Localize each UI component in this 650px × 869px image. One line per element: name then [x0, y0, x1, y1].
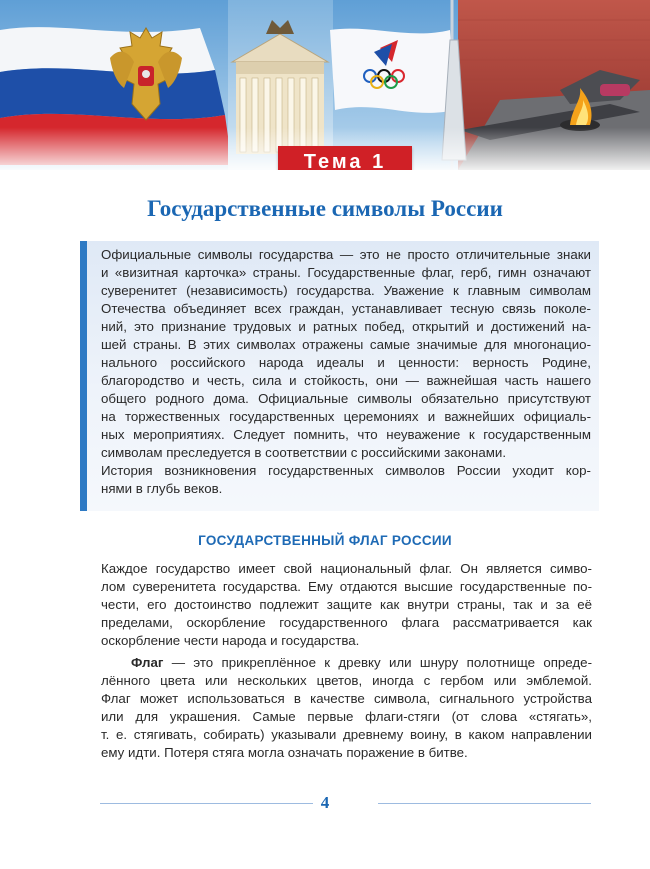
paragraph-line: чести, его достоинство подлежит защите как внутри страны, так и за её — [101, 597, 592, 612]
paragraph-line: лённого цвета или нескольких цветов, иногда с гербом или эмблемой. — [101, 673, 592, 688]
intro-line: и «визитная карточка» страны. Государственные флаг, герб, гимн означают — [101, 265, 591, 280]
header-banner — [0, 0, 650, 170]
page-number: 4 — [320, 793, 330, 812]
term-flag: Флаг — [131, 655, 164, 670]
intro-line: История возникновения государственных символов России уходит кор- — [101, 463, 591, 478]
intro-line: ных мероприятиях. Следует помнить, что неуважение к государственным — [101, 427, 591, 442]
paragraph-line: пределами, оскорбление государственного флага рассматривается как — [101, 615, 592, 630]
paragraph-line: Каждое государство имеет свой национальный флаг. Он является симво- — [101, 561, 592, 576]
intro-line: на торжественных государственных церемониях и важнейших официаль- — [101, 409, 591, 424]
intro-line: Официальные символы государства — это не просто отличительные знаки — [101, 247, 591, 262]
paragraph-line: т. е. стягивать, собирать) указывали древнему воину, в каком направлении — [101, 727, 592, 742]
paragraph-line: лом суверенитета государства. Ему отдаются высшие государственные по- — [101, 579, 592, 594]
intro-line: суверенитет (независимость) государства. Уважение к главным символам — [101, 283, 591, 298]
intro-line: ний, это признание трудовых и ратных побед, открытий и достижений на- — [101, 319, 591, 334]
section-heading: ГОСУДАРСТВЕННЫЙ ФЛАГ РОССИИ — [198, 533, 452, 548]
paragraph-line: оскорбление чести народа и государства. — [101, 633, 360, 648]
intro-line: символам преследуется в соответствии с российскими законами. — [101, 445, 507, 460]
banner-collage-image — [0, 0, 650, 170]
intro-line: нального российского народа идеалы и ценности: верность Родине, — [101, 355, 591, 370]
paragraph-line: Флаг может использоваться в качестве символа, сигнального устройства — [101, 691, 592, 706]
topic-badge — [278, 146, 412, 170]
intro-line: общего родного дома. Официальные символы обязательно присутствуют — [101, 391, 591, 406]
intro-box — [80, 241, 599, 511]
intro-line: Отечества объединяет всех граждан, устанавливает тесную связь поколе- — [101, 301, 591, 316]
intro-line: нями в глубь веков. — [101, 481, 223, 496]
topic-badge-label: Тема 1 — [303, 150, 387, 170]
paragraph-line: ему идти. Потеря стяга могла означать поражение в битве. — [101, 745, 468, 760]
term-definition: — это прикреплённое к древку или шнуру полотнище опреде- — [163, 655, 592, 670]
intro-line: шей страны. В этих символах отражены самые значимые для многонацио- — [101, 337, 591, 352]
intro-line: благородство и честь, сила и стойкость, они — важнейшая часть нашего — [101, 373, 591, 388]
paragraph-line — [131, 654, 592, 672]
footer-rule-right — [378, 803, 591, 804]
paragraph-line: или для украшения. Самые первые флаги-стяги (от слова «стягать», — [101, 709, 592, 724]
page-title: Государственные символы России — [147, 196, 503, 221]
